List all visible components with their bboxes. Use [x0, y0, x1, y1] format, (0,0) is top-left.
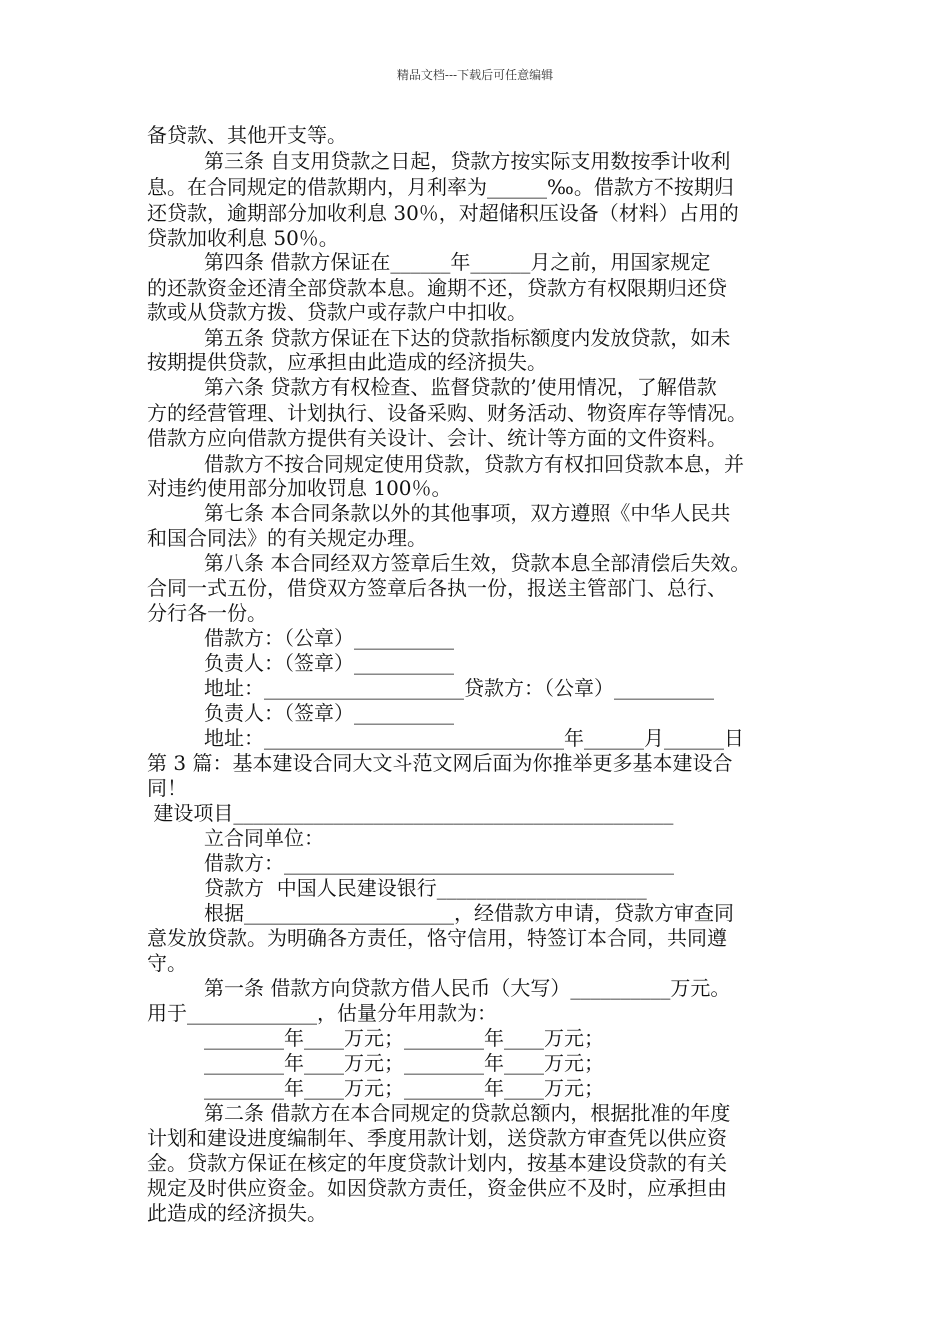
text-line: 按期提供贷款，应承担由此造成的经济损失。 [147, 350, 547, 374]
text-line: ________年____万元；________年____万元； [204, 1076, 604, 1100]
text-line: 此造成的经济损失。 [147, 1201, 327, 1225]
text-line: 借款方：（公章）__________ [204, 626, 454, 650]
text-line: 地址：____________________贷款方：（公章）__________ [204, 676, 714, 700]
text-line: 根据_____________________，经借款方申请，贷款方审查同 [204, 901, 734, 925]
text-line: 立合同单位： [204, 826, 324, 850]
text-line: 和国合同法》的有关规定办理。 [147, 526, 427, 550]
text-line: 借款方不按合同规定使用贷款，贷款方有权扣回贷款本息，并 [204, 452, 744, 476]
text-line: 备贷款、其他开支等。 [147, 123, 347, 147]
text-line: 贷款加收利息 50％。 [147, 226, 339, 250]
text-line: 借款方：_______________________________________ [204, 851, 674, 875]
text-line: 贷款方 中国人民建设银行_____________________ [204, 876, 647, 900]
text-line: 方的经营管理、计划执行、设备采购、财务活动、物资库存等情况。 [147, 401, 747, 425]
text-line: 第七条 本合同条款以外的其他事项，双方遵照《中华人民共 [204, 501, 731, 525]
text-line: 负责人：（签章）__________ [204, 651, 454, 675]
text-line: 息。在合同规定的借款期内，月利率为______‰。借款方不按期归 [147, 175, 734, 199]
text-line: 第 3 篇：基本建设合同大文斗范文网后面为你推举更多基本建设合 [147, 751, 733, 775]
text-line: 对违约使用部分加收罚息 100％。 [147, 476, 452, 500]
text-line: 第三条 自支用贷款之日起，贷款方按实际支用数按季计收利 [204, 149, 731, 173]
text-line: 用于_____________，估量分年用款为： [147, 1001, 497, 1025]
text-line: 第五条 贷款方保证在下达的贷款指标额度内发放贷款，如未 [204, 326, 731, 350]
text-line: ________年____万元；________年____万元； [204, 1026, 604, 1050]
text-line: 款或从贷款方拨、贷款户或存款户中扣收。 [147, 300, 527, 324]
text-line: 的还款资金还清全部贷款本息。逾期不还，贷款方有权限期归还贷 [147, 276, 727, 300]
text-line: 守。 [147, 951, 187, 975]
text-line: 负责人：（签章）__________ [204, 701, 454, 725]
text-line: 金。贷款方保证在核定的年度贷款计划内，按基本建设贷款的有关 [147, 1151, 727, 1175]
text-line: 分行各一份。 [147, 601, 267, 625]
text-line: 第一条 借款方向贷款方借人民币（大写）__________万元。 [204, 976, 731, 1000]
text-line: 意发放贷款。为明确各方责任，恪守信用，特签订本合同，共同遵 [147, 926, 727, 950]
text-line: 计划和建设进度编制年、季度用款计划，送贷款方审查凭以供应资 [147, 1126, 727, 1150]
text-line: 第二条 借款方在本合同规定的贷款总额内，根据批准的年度 [204, 1101, 731, 1125]
text-line: 第六条 贷款方有权检查、监督贷款的’使用情况，了解借款 [204, 375, 717, 399]
text-line: 规定及时供应资金。如因贷款方责任，资金供应不及时，应承担由 [147, 1176, 727, 1200]
text-line: 借款方应向借款方提供有关设计、会计、统计等方面的文件资料。 [147, 426, 727, 450]
text-line: 地址：______________________________年______月______日 [204, 726, 744, 750]
text-line: 建设项目____________________________________________ [147, 801, 674, 825]
text-line: 同！ [147, 776, 187, 800]
text-line: 合同一式五份，借贷双方签章后各执一份，报送主管部门、总行、 [147, 576, 727, 600]
text-line: 第四条 借款方保证在______年______月之前，用国家规定 [204, 250, 711, 274]
text-line: ________年____万元；________年____万元； [204, 1051, 604, 1075]
text-line: 第八条 本合同经双方签章后生效，贷款本息全部清偿后失效。 [204, 551, 751, 575]
page-header: 精品文档---下载后可任意编辑 [396, 68, 554, 82]
text-line: 还贷款，逾期部分加收利息 30％，对超储积压设备（材料）占用的 [147, 201, 739, 225]
